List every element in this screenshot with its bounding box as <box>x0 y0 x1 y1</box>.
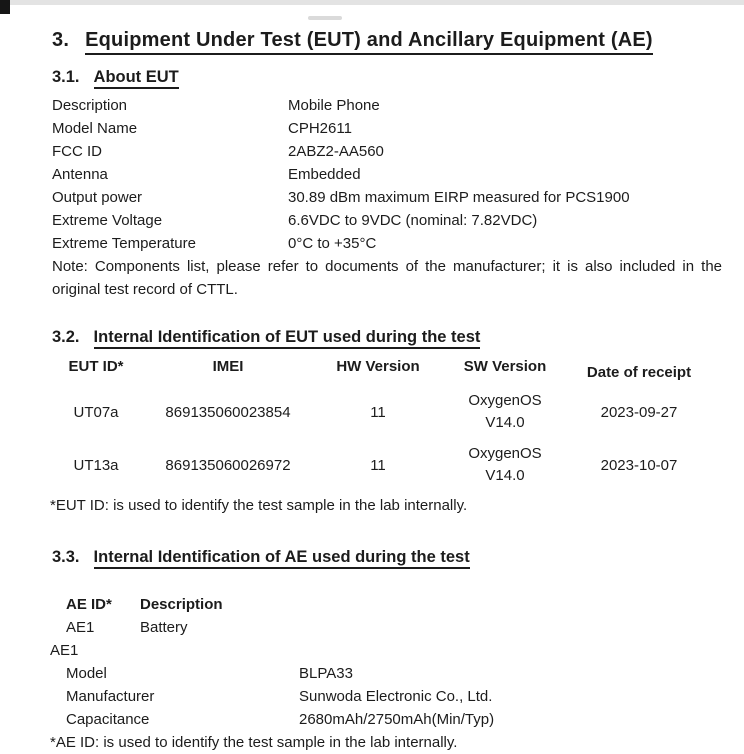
section-3-heading <box>52 29 720 52</box>
header-cell-hw: HW Version <box>336 358 420 375</box>
sw-version-number: V14.0 <box>485 414 525 431</box>
kv-row-extreme-temperature <box>52 232 720 255</box>
about-eut-list <box>52 94 720 255</box>
kv-label: Model Name <box>52 120 138 137</box>
header-cell-eut-id: EUT ID* <box>68 358 124 375</box>
kv-row-model-name <box>52 117 720 140</box>
cell-imei: 869135060026972 <box>165 456 291 474</box>
cell-sw <box>452 390 558 434</box>
kv-value: Mobile Phone <box>288 97 380 114</box>
sw-version-number: V14.0 <box>485 467 525 484</box>
table-row <box>40 443 720 487</box>
section-3-number: 3. <box>52 29 70 51</box>
ae-details-list <box>52 662 720 731</box>
ae-row <box>66 616 720 639</box>
kv-label: Model <box>66 665 107 682</box>
section-3-1-heading <box>52 68 720 87</box>
kv-row-fcc-id <box>52 140 720 163</box>
cell-hw: 11 <box>370 456 386 474</box>
eut-id-footnote: *EUT ID: is used to identify the test sample in the lab internally. <box>50 497 468 514</box>
kv-value: CPH2611 <box>288 120 352 137</box>
kv-label: Manufacturer <box>66 688 155 705</box>
header-cell-date: Date of receipt <box>586 364 692 381</box>
kv-value: 30.89 dBm maximum EIRP measured for PCS1900 <box>288 189 630 206</box>
kv-label: FCC ID <box>52 143 102 160</box>
kv-row-description <box>52 94 720 117</box>
cell-ae-id: AE1 <box>66 619 95 636</box>
kv-row-ae-model <box>66 662 720 685</box>
table-row <box>40 390 720 434</box>
cell-date: 2023-10-07 <box>600 456 678 474</box>
kv-row-output-power <box>52 186 720 209</box>
sw-version-name: OxygenOS <box>468 445 542 462</box>
section-3-3-heading <box>52 548 720 567</box>
ae-identification-table <box>52 593 720 639</box>
cell-imei: 869135060023854 <box>165 403 291 421</box>
section-3-1-number: 3.1. <box>52 68 80 86</box>
header-cell-ae-id: AE ID* <box>66 596 112 613</box>
cell-date: 2023-09-27 <box>600 403 678 421</box>
ae-id-footnote: *AE ID: is used to identify the test sample in the lab internally. <box>50 734 458 751</box>
cell-sw <box>452 443 558 487</box>
section-3-2-number: 3.2. <box>52 328 80 346</box>
kv-value: Embedded <box>288 166 361 183</box>
kv-row-ae-capacitance <box>66 708 720 731</box>
kv-label: Capacitance <box>66 711 150 728</box>
components-note: Note: Components list, please refer to documents of the manufacturer; it is also included in the original test record of CTTL. <box>52 258 722 298</box>
header-cell-ae-description: Description <box>140 596 223 613</box>
kv-row-antenna <box>52 163 720 186</box>
kv-label: Output power <box>52 189 143 206</box>
kv-label: Description <box>52 97 128 114</box>
cell-ae-description: Battery <box>140 619 188 636</box>
section-3-2-title: Internal Identification of EUT used during the test <box>94 328 481 349</box>
cell-eut-id: UT13a <box>73 456 119 474</box>
kv-value: 2680mAh/2750mAh(Min/Typ) <box>299 711 495 728</box>
scan-artifact-smudge <box>308 16 342 20</box>
header-cell-imei: IMEI <box>212 358 244 375</box>
kv-value: BLPA33 <box>299 665 353 682</box>
scan-artifact-corner-mark <box>0 0 10 14</box>
ae-header-row <box>66 593 720 616</box>
kv-value: 2ABZ2-AA560 <box>288 143 384 160</box>
kv-value: 0°C to +35°C <box>288 235 377 252</box>
eut-identification-table <box>40 358 720 487</box>
sw-version-name: OxygenOS <box>468 392 542 409</box>
ae-group-label: AE1 <box>50 642 79 659</box>
kv-label: Antenna <box>52 166 108 183</box>
cell-eut-id: UT07a <box>73 403 119 421</box>
scan-artifact-top-strip <box>0 0 744 5</box>
kv-value: 6.6VDC to 9VDC (nominal: 7.82VDC) <box>288 212 538 229</box>
section-3-3-title: Internal Identification of AE used during the test <box>94 548 470 569</box>
section-3-1-title: About EUT <box>94 68 179 89</box>
section-3-2-heading <box>52 328 720 347</box>
kv-value: Sunwoda Electronic Co., Ltd. <box>299 688 493 705</box>
kv-label: Extreme Temperature <box>52 235 196 252</box>
section-3-3-number: 3.3. <box>52 548 80 566</box>
header-cell-sw: SW Version <box>463 358 547 375</box>
kv-row-ae-manufacturer <box>66 685 720 708</box>
table-header-row <box>40 358 720 381</box>
kv-label: Extreme Voltage <box>52 212 163 229</box>
section-3-title: Equipment Under Test (EUT) and Ancillary Equipment (AE) <box>85 29 653 55</box>
kv-row-extreme-voltage <box>52 209 720 232</box>
cell-hw: 11 <box>370 403 386 421</box>
